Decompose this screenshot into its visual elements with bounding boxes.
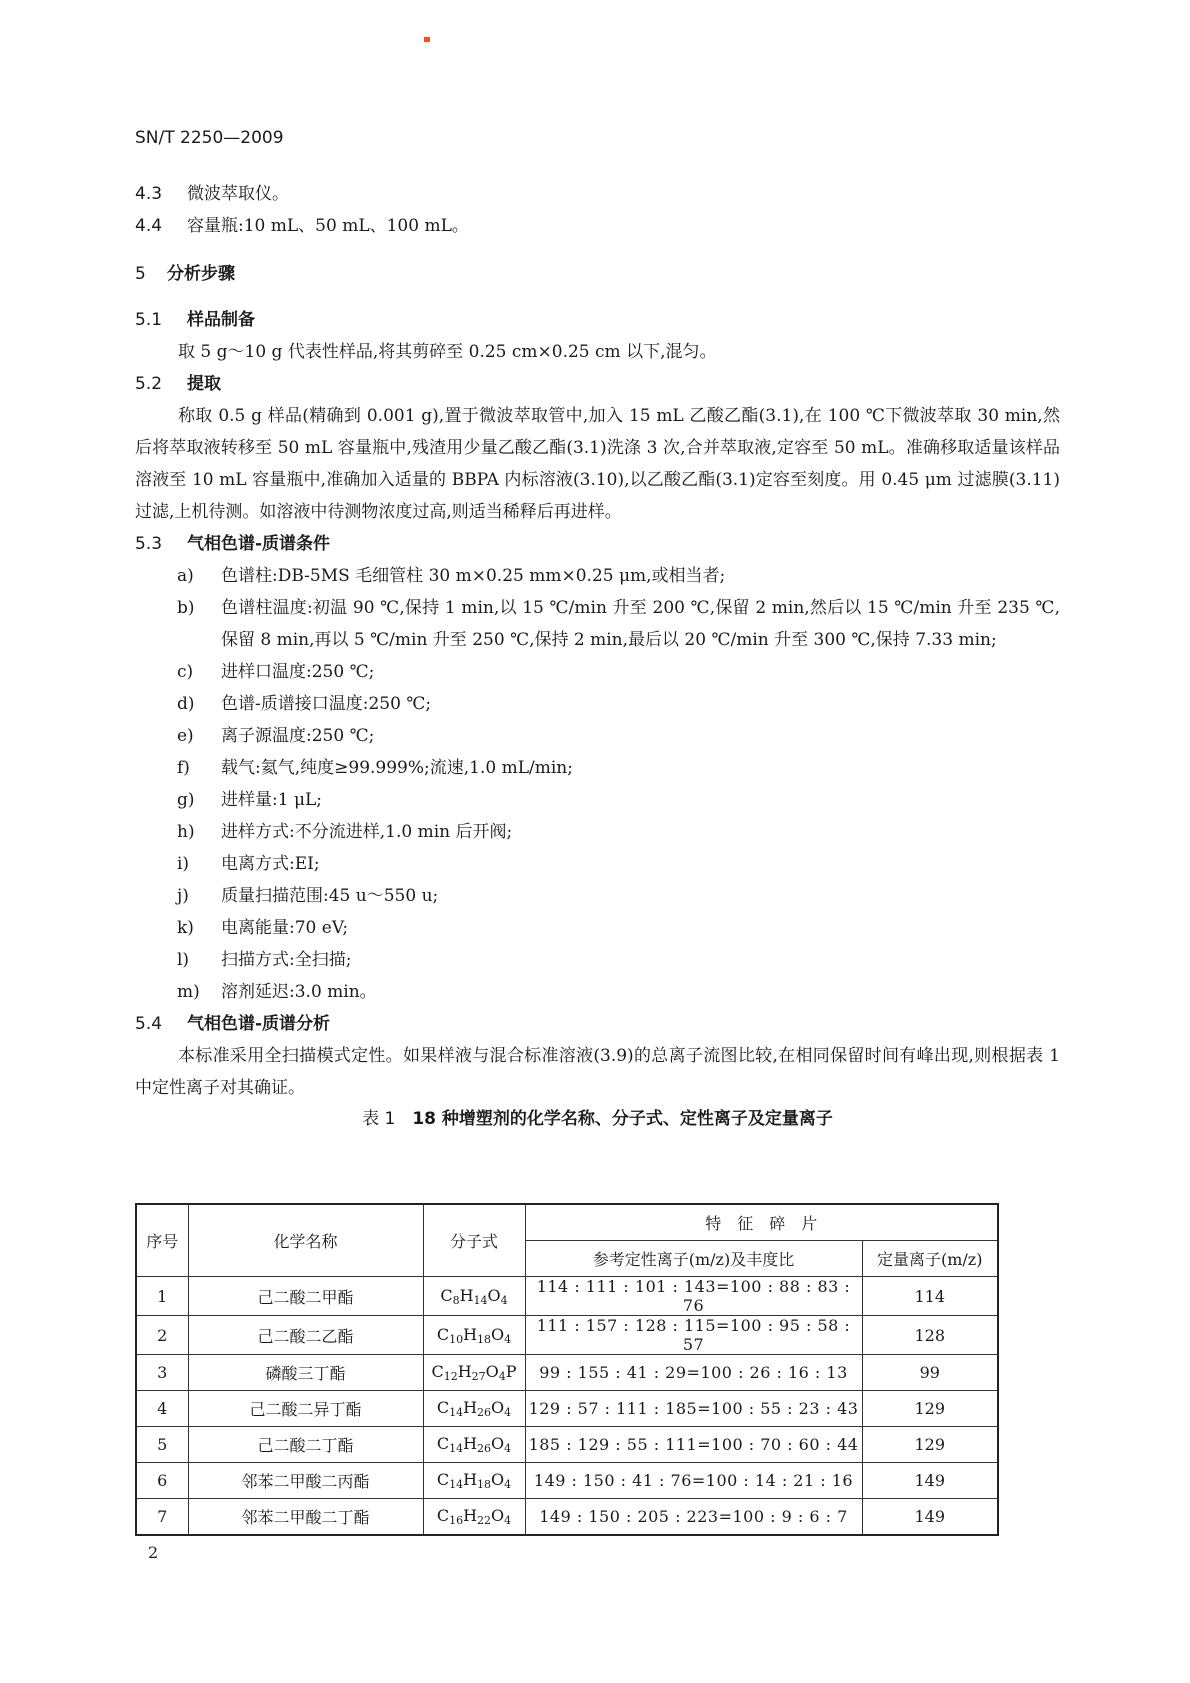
formula-subscript: 4: [504, 1406, 512, 1419]
list-item: m) 溶剂延迟:3.0 min。: [177, 982, 377, 1002]
cell-formula: [423, 1355, 525, 1391]
formula-subscript: 10: [449, 1332, 464, 1346]
section-5-2-text: 称取 0.5 g 样品(精确到 0.001 g),置于微波萃取管中,加入 15 mL 乙酸乙酯(3.1),在 100 ℃下微波萃取 30 min,然后将萃取液转移至 50 mL 容量瓶中,残渣用少量乙酸乙酯(3.1)洗涤 3 次,合并萃取液,定容至 50 mL。准确移取适量该样品溶液至 10 mL 容量瓶中,准确加入适量的 BBPA 内标溶液(3.10),以乙酸乙酯(3.1)定容至刻度。用 0.45 μm 过滤膜(3.11)过滤,上机待测。如溶液中待测物浓度过高,则适当稀释后再进样。: [135, 406, 1061, 522]
document-body: [135, 178, 1060, 1136]
cell-no: 5: [136, 1427, 188, 1463]
formula-element: O: [487, 1285, 501, 1305]
formula-subscript: 4: [504, 1514, 512, 1527]
cell-formula: [423, 1427, 525, 1463]
list-item: b) 色谱柱温度:初温 90 ℃,保持 1 min,以 15 ℃/min 升至 200 ℃,保留 2 min,然后以 15 ℃/min 升至 235 ℃,保留 8 min,再以 5 ℃/min 升至 250 ℃,保持 2 min,最后以 20 ℃/min 升至 300 ℃,保持 7.33 min;: [177, 598, 1060, 650]
formula-subscript: 4: [504, 1478, 512, 1491]
formula-element: H: [459, 1285, 474, 1305]
item-4-4: 4.4 容量瓶:10 mL、50 mL、100 mL。: [135, 216, 469, 236]
formula-element: C: [436, 1324, 450, 1344]
formula-subscript: 4: [498, 1370, 506, 1383]
section-5-2-heading: 5.2 提取: [135, 374, 221, 394]
list-item: e) 离子源温度:250 ℃;: [177, 726, 375, 746]
list-item: k) 电离能量:70 eV;: [177, 918, 349, 938]
list-item: f) 载气:氦气,纯度≥99.999%;流速,1.0 mL/min;: [177, 758, 573, 778]
formula-element: H: [457, 1362, 472, 1381]
formula-element: C: [436, 1398, 450, 1417]
table-row: [136, 1427, 998, 1463]
table-caption: 表 1 18 种增塑剂的化学名称、分子式、定性离子及定量离子: [362, 1109, 833, 1129]
table-row: [136, 1463, 998, 1499]
formula-subscript: 8: [452, 1293, 460, 1307]
section-5-3-heading: 5.3 气相色谱-质谱条件: [135, 534, 331, 554]
formula-subscript: 26: [477, 1442, 492, 1455]
cell-ions: 129 : 57 : 111 : 185=100 : 55 : 23 : 43: [525, 1391, 862, 1427]
formula-subscript: 18: [477, 1332, 492, 1346]
cell-formula: [423, 1391, 525, 1427]
formula-element: O: [491, 1324, 505, 1344]
list-item: h) 进样方式:不分流进样,1.0 min 后开阀;: [177, 822, 513, 842]
formula-element: O: [491, 1506, 505, 1525]
list-item: a) 色谱柱:DB-5MS 毛细管柱 30 m×0.25 mm×0.25 μm,或相当者;: [177, 566, 726, 586]
formula-subscript: 4: [500, 1293, 508, 1307]
cell-name: 己二酸二异丁酯: [188, 1391, 423, 1427]
cell-no: 1: [136, 1277, 188, 1316]
formula-subscript: 14: [449, 1442, 464, 1455]
list-item: i) 电离方式:EI;: [177, 854, 320, 874]
cell-ions: 149 : 150 : 205 : 223=100 : 9 : 6 : 7: [525, 1499, 862, 1536]
cell-quant: 149: [862, 1499, 998, 1536]
formula-element: C: [436, 1470, 450, 1489]
cell-no: 4: [136, 1391, 188, 1427]
formula-subscript: 14: [473, 1293, 488, 1307]
cell-name: 己二酸二甲酯: [188, 1277, 423, 1316]
cell-no: 2: [136, 1316, 188, 1355]
formula-subscript: 16: [449, 1514, 464, 1527]
col-header-fragments: 特 征 碎 片: [525, 1204, 998, 1241]
gc-conditions-list: [135, 560, 1060, 1008]
formula-subscript: 14: [449, 1406, 464, 1419]
plasticizer-table: [135, 1203, 999, 1536]
formula-element: H: [463, 1434, 478, 1453]
top-mark: [424, 37, 430, 42]
formula-element: H: [463, 1470, 478, 1489]
col-header-formula: 分子式: [423, 1204, 525, 1277]
formula-subscript: 26: [477, 1406, 492, 1419]
formula-element: P: [505, 1362, 517, 1381]
list-item: l) 扫描方式:全扫描;: [177, 950, 352, 970]
cell-name: 邻苯二甲酸二丁酯: [188, 1499, 423, 1536]
cell-formula: [423, 1463, 525, 1499]
table-header-row: [136, 1204, 998, 1241]
cell-quant: 99: [862, 1355, 998, 1391]
section-5-1-heading: 5.1 样品制备: [135, 310, 255, 330]
cell-formula: [423, 1277, 525, 1316]
formula-element: H: [463, 1324, 478, 1344]
cell-name: 邻苯二甲酸二丙酯: [188, 1463, 423, 1499]
cell-formula: [423, 1316, 525, 1355]
cell-no: 7: [136, 1499, 188, 1536]
formula-element: O: [491, 1398, 505, 1417]
list-item: c) 进样口温度:250 ℃;: [177, 662, 375, 682]
formula-element: C: [436, 1434, 450, 1453]
formula-subscript: 14: [449, 1478, 464, 1491]
formula-element: O: [485, 1362, 499, 1381]
cell-ions: 99 : 155 : 41 : 29=100 : 26 : 16 : 13: [525, 1355, 862, 1391]
section-5-heading: 5 分析步骤: [135, 264, 235, 284]
page-number: 2: [148, 1543, 159, 1562]
list-item: d) 色谱-质谱接口温度:250 ℃;: [177, 694, 432, 714]
formula-element: C: [436, 1506, 450, 1525]
cell-name: 磷酸三丁酯: [188, 1355, 423, 1391]
formula-subscript: 4: [504, 1332, 512, 1346]
cell-quant: 128: [862, 1316, 998, 1355]
formula-element: H: [463, 1398, 478, 1417]
table-row: [136, 1499, 998, 1536]
cell-quant: 129: [862, 1391, 998, 1427]
formula-subscript: 4: [504, 1442, 512, 1455]
cell-ions: 149 : 150 : 41 : 76=100 : 14 : 21 : 16: [525, 1463, 862, 1499]
cell-name: 己二酸二丁酯: [188, 1427, 423, 1463]
cell-formula: [423, 1499, 525, 1536]
table-row: [136, 1316, 998, 1355]
list-item: j) 质量扫描范围:45 u～550 u;: [177, 886, 439, 906]
cell-no: 6: [136, 1463, 188, 1499]
cell-no: 3: [136, 1355, 188, 1391]
cell-quant: 129: [862, 1427, 998, 1463]
formula-element: O: [491, 1470, 505, 1489]
formula-element: C: [440, 1285, 453, 1305]
table-row: [136, 1355, 998, 1391]
col-header-name: 化学名称: [188, 1204, 423, 1277]
formula-element: H: [463, 1506, 478, 1525]
section-5-4-heading: 5.4 气相色谱-质谱分析: [135, 1014, 331, 1034]
col-header-ions: 参考定性离子(m/z)及丰度比: [525, 1241, 862, 1277]
table-row: [136, 1277, 998, 1316]
item-4-3: 4.3 微波萃取仪。: [135, 184, 289, 204]
cell-quant: 114: [862, 1277, 998, 1316]
cell-quant: 149: [862, 1463, 998, 1499]
cell-ions: 111 : 157 : 128 : 115=100 : 95 : 58 : 57: [525, 1316, 862, 1355]
list-item: g) 进样量:1 μL;: [177, 790, 323, 810]
formula-element: C: [431, 1362, 444, 1381]
cell-ions: 185 : 129 : 55 : 111=100 : 70 : 60 : 44: [525, 1427, 862, 1463]
formula-subscript: 27: [471, 1370, 486, 1383]
formula-element: O: [491, 1434, 505, 1453]
doc-code: SN/T 2250—2009: [135, 128, 284, 148]
formula-subscript: 18: [477, 1478, 492, 1491]
formula-subscript: 22: [477, 1514, 492, 1527]
col-header-quant: 定量离子(m/z): [862, 1241, 998, 1277]
table-row: [136, 1391, 998, 1427]
col-header-no: 序号: [136, 1204, 188, 1277]
cell-ions: 114 : 111 : 101 : 143=100 : 88 : 83 : 76: [525, 1277, 862, 1316]
section-5-4-text: 本标准采用全扫描模式定性。如果样液与混合标准溶液(3.9)的总离子流图比较,在相同保留时间有峰出现,则根据表 1 中定性离子对其确证。: [135, 1046, 1060, 1098]
section-5-1-text: 取 5 g～10 g 代表性样品,将其剪碎至 0.25 cm×0.25 cm 以下,混匀。: [178, 342, 717, 362]
formula-subscript: 12: [443, 1370, 458, 1383]
cell-name: 己二酸二乙酯: [188, 1316, 423, 1355]
